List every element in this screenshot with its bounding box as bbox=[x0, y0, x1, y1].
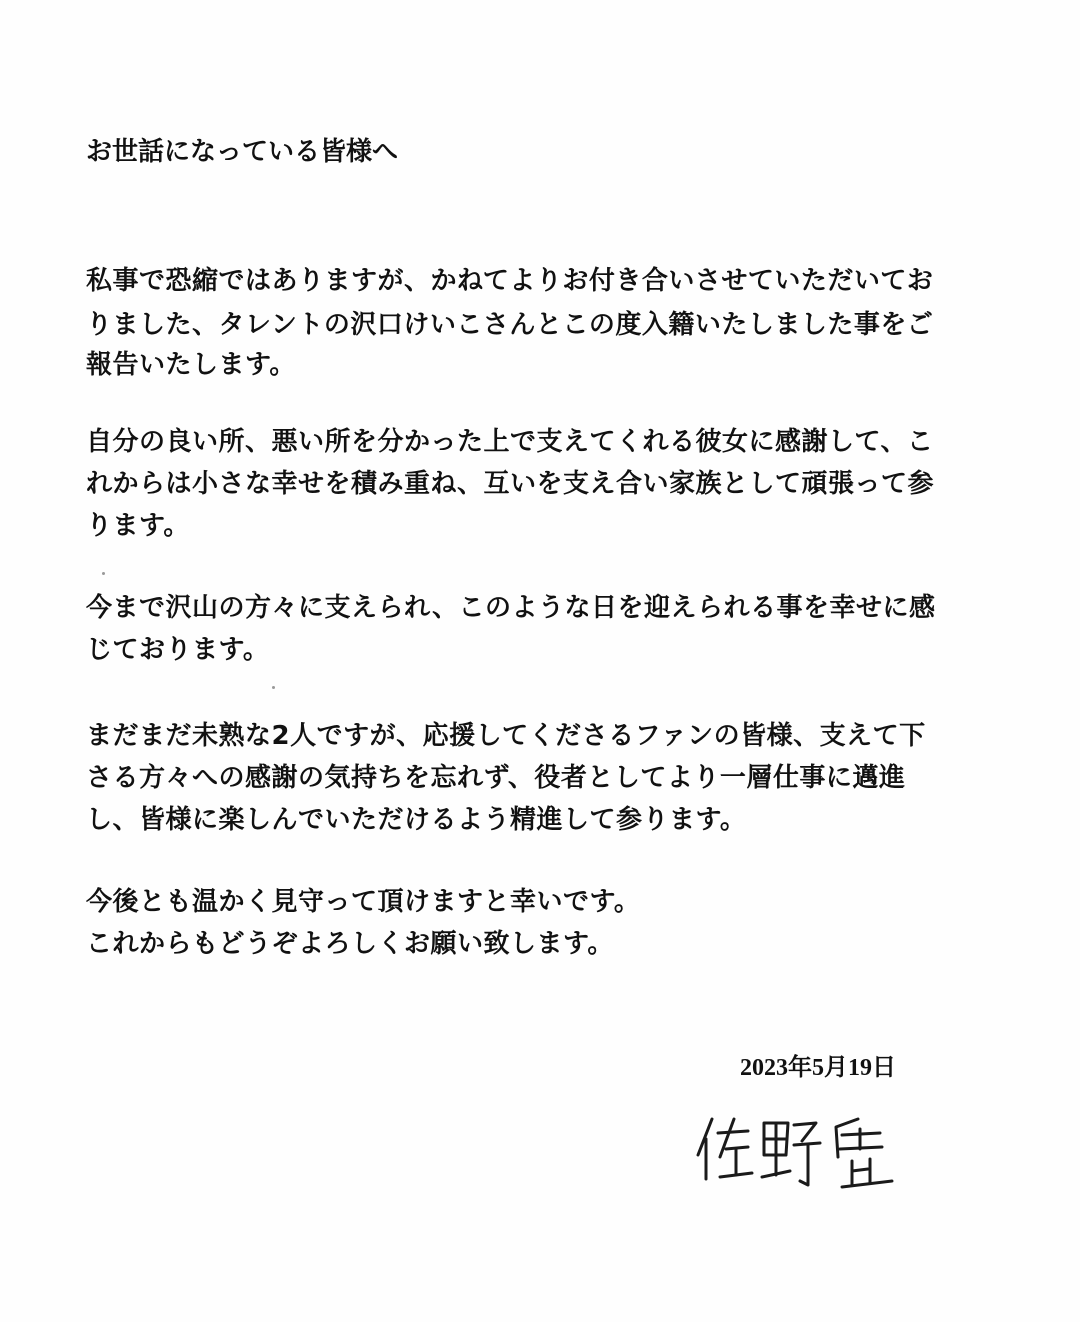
paragraph-4-line-3: し、皆様に楽しんでいただけるよう精進して参ります。 bbox=[86, 805, 747, 835]
paragraph-3-line-2: じております。 bbox=[86, 635, 270, 665]
letter-date: 2023年5月19日 bbox=[740, 1055, 896, 1081]
paragraph-5-line-2: これからもどうぞよろしくお願い致します。 bbox=[86, 929, 614, 959]
paragraph-2-line-3: ります。 bbox=[86, 511, 190, 541]
paragraph-1-line-3: 報告いたします。 bbox=[86, 350, 296, 380]
paragraph-1-line-1: 私事で恐縮ではありますが、かねてよりお付き合いさせていただいてお bbox=[86, 266, 934, 296]
salutation: お世話になっている皆様へ bbox=[86, 137, 399, 167]
paragraph-2-line-2: れからは小さな幸せを積み重ね、互いを支え合い家族として頑張って参 bbox=[86, 469, 935, 499]
paragraph-4-line-1: まだまだ未熟な2人ですが、応援してくださるファンの皆様、支えて下 bbox=[86, 721, 926, 751]
paragraph-3-line-1: 今まで沢山の方々に支えられ、このような日を迎えられる事を幸せに感 bbox=[86, 593, 936, 623]
paragraph-5-line-1: 今後とも温かく見守って頂けますと幸いです。 bbox=[86, 887, 641, 917]
paragraph-1-line-2: りました、タレントの沢口けいこさんとこの度入籍いたしました事をご bbox=[86, 310, 934, 340]
scan-speck bbox=[102, 572, 105, 575]
paragraph-2-line-1: 自分の良い所、悪い所を分かった上で支えてくれる彼女に感謝して、こ bbox=[86, 427, 934, 457]
scan-speck bbox=[272, 686, 275, 689]
signature-handwritten bbox=[690, 1105, 910, 1195]
paragraph-4-line-2: さる方々への感謝の気持ちを忘れず、役者としてより一層仕事に邁進 bbox=[86, 763, 906, 793]
